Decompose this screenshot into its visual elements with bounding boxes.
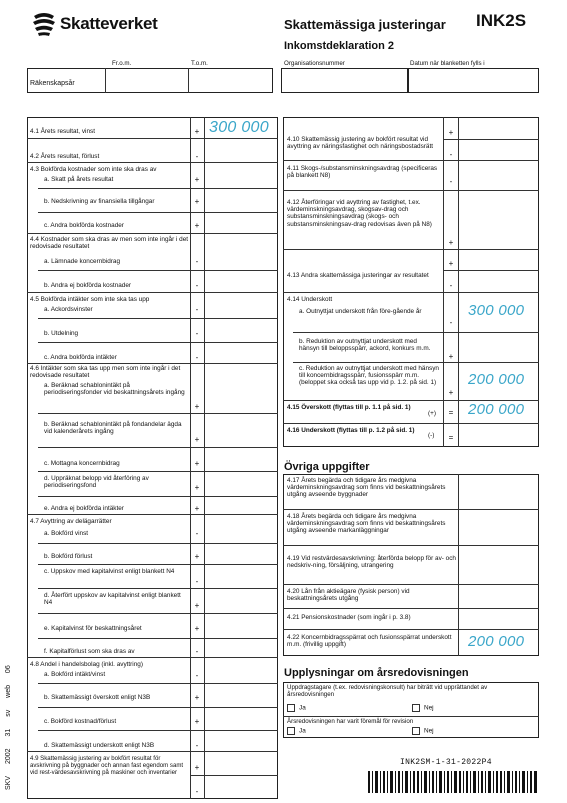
form-code: INK2S <box>476 11 527 30</box>
row-4-11-sign: - <box>449 177 453 186</box>
row-4-3a-sign: + <box>194 175 200 184</box>
row-4-13-label: 4.13 Andra skattemässiga justeringar av resultatet <box>287 272 429 279</box>
row-4-6e-sign: + <box>194 504 200 513</box>
row-4-1-sign: + <box>194 127 200 136</box>
row-4-7-label: 4.7 Avyttring av delägarrätter <box>30 518 112 525</box>
tom-label: T.o.m. <box>191 60 208 67</box>
row-4-8d-label: d. Skattemässigt underskott enligt N3B <box>44 742 155 749</box>
row-4-15-label: 4.15 Överskott (flyttas till p. 1.1 på sid. 1) <box>287 404 411 411</box>
row-4-6e-label: e. Andra ej bokförda intäkter <box>44 505 124 512</box>
row-4-4b-label: b. Andra ej bokförda kostnader <box>44 282 132 289</box>
row-4-14b-label: b. Reduktion av outnyttjat underskott med hänsyn till beloppsspärr, ackord, konkurs m.m. <box>299 338 431 353</box>
row-4-8-label: 4.8 Andel i handelsbolag (inkl. avyttring) <box>30 661 143 668</box>
tom-date-field[interactable] <box>189 69 272 92</box>
row-4-14c-value[interactable]: 200 000 <box>468 371 525 388</box>
org-number-label: Organisationsnummer <box>284 60 345 67</box>
row-4-7a-label: a. Bokförd vinst <box>44 530 89 537</box>
row-4-5b-sign: - <box>195 329 199 338</box>
row-4-8a-sign: - <box>195 671 199 680</box>
row-4-1-label: 4.1 Årets resultat, vinst <box>30 128 95 135</box>
q2-nej-option[interactable]: Nej <box>412 727 434 735</box>
row-4-10-label: 4.10 Skattemässig justering av bokfört resultat vid avyttring av näringsfastighet och näringsbostadsrätt <box>287 136 434 151</box>
org-number-field[interactable] <box>281 68 408 93</box>
row-4-5a-label: a. Ackordsvinster <box>44 306 93 313</box>
row-4-1-value[interactable]: 300 000 <box>209 119 269 136</box>
row-4-14a-value[interactable]: 300 000 <box>468 302 525 319</box>
row-4-10-sign-minus: - <box>449 150 453 159</box>
row-4-16-eq: = <box>448 433 454 442</box>
row-4-15-eq: = <box>448 408 454 417</box>
row-4-7e-sign: + <box>194 624 200 633</box>
row-4-7d-label: d. Återfört uppskov av kapitalvinst enligt blankett N4 <box>44 592 181 607</box>
q1-ja-option[interactable]: Ja <box>287 704 306 712</box>
row-4-5b-label: b. Utdelning <box>44 330 79 337</box>
row-4-14a-sign: - <box>449 318 453 327</box>
form-subtitle: Inkomstdeklaration 2 <box>284 40 395 52</box>
row-4-4b-sign: - <box>195 281 199 290</box>
row-4-5a-sign: - <box>195 305 199 314</box>
crown-logo-icon <box>30 10 58 38</box>
row-4-3-label: 4.3 Bokförda kostnader som inte ska dras av <box>30 166 157 173</box>
q2-label: Årsredovisningen har varit föremål för revision <box>287 718 414 725</box>
q2-ja-checkbox[interactable] <box>287 727 295 735</box>
row-4-7c-sign: - <box>195 577 199 586</box>
row-4-21-label: 4.21 Pensionskostnader (som ingår i p. 3.8) <box>287 614 411 621</box>
q2-nej-checkbox[interactable] <box>412 727 420 735</box>
row-4-10-sign-plus: + <box>448 128 454 137</box>
row-4-16-op: (-) <box>428 432 435 439</box>
row-4-6d-sign: + <box>194 483 200 492</box>
row-4-14-label: 4.14 Underskott <box>287 296 333 303</box>
row-4-8c-sign: + <box>194 717 200 726</box>
upplysningar-title: Upplysningar om årsredovisningen <box>284 667 469 679</box>
ovriga-uppgifter-title: Övriga uppgifter <box>284 461 370 473</box>
row-4-17-label: 4.17 Årets begärda och tidigare års medgivna värdeminskningsavdrag som finns vid beskattningsårets utgång avseende byggnader <box>287 477 446 499</box>
row-4-7e-label: e. Kapitalvinst för beskattningsåret <box>44 625 142 632</box>
row-4-14b-sign: + <box>448 352 454 361</box>
row-4-8b-label: b. Skattemässigt överskott enligt N3B <box>44 694 151 701</box>
row-4-22-label: 4.22 Koncernbidragsspärrat och fusionsspärrat underskott m.m. (frivillig uppgift) <box>287 634 452 649</box>
row-4-14a-label: a. Outnyttjat underskott från före-gående år <box>299 308 422 315</box>
row-4-19-label: 4.19 Vid restvärdesavskrivning: återförda belopp för av- och nedskriv-ning, försäljning, utrangering <box>287 555 456 570</box>
form-id-side-text: SKV 2002 31 sv web 06 <box>5 665 12 790</box>
row-4-3c-sign: + <box>194 221 200 230</box>
logo-text: Skatteverket <box>60 14 158 33</box>
row-4-6-label: 4.6 Intäkter som ska tas upp men som inte ingår i det redovisade resultatet <box>30 365 181 380</box>
row-4-7c-label: c. Uppskov med kapitalvinst enligt blankett N4 <box>44 568 175 575</box>
row-4-14c-label: c. Reduktion av outnyttjat underskott med hänsyn till koncernbidragsspärr, fusionsspärr m.m. (beloppet ska också tas upp vid p. 1.2. på sid. 1) <box>299 365 439 387</box>
row-4-9-label: 4.9 Skattemässig justering av bokfört resultat för avskrivning på byggnader och annan fast egendom samt vid rest-värdesavskrivning på maskiner och inventarier <box>30 755 184 776</box>
barcode-icon <box>368 771 538 793</box>
row-4-7d-sign: + <box>194 601 200 610</box>
row-4-2-field[interactable] <box>205 139 277 161</box>
q2-ja-option[interactable]: Ja <box>287 727 306 735</box>
row-4-3a-label: a. Skatt på årets resultat <box>44 176 114 183</box>
row-4-7b-sign: + <box>194 552 200 561</box>
row-4-6b-label: b. Beräknad schablonintäkt på fondandelar ägda vid kalenderårets ingång <box>44 421 182 436</box>
row-4-6b-sign: + <box>194 435 200 444</box>
row-4-7f-label: f. Kapitalförlust som ska dras av <box>44 648 135 655</box>
row-4-4a-label: a. Lämnade koncernbidrag <box>44 258 121 265</box>
row-4-9-sign-minus: - <box>195 787 199 796</box>
q1-ja-checkbox[interactable] <box>287 704 295 712</box>
row-4-18-label: 4.18 Årets begärda och tidigare års medgivna värdeminskningsavdrag som finns vid beskattningsårets utgång avseende markanläggningar <box>287 513 446 535</box>
row-4-8d-sign: - <box>195 741 199 750</box>
row-4-3c-label: c. Andra bokförda kostnader <box>44 222 124 229</box>
from-date-field[interactable] <box>106 69 187 92</box>
row-4-6a-sign: + <box>194 402 200 411</box>
date-field[interactable] <box>408 68 539 93</box>
row-4-13-sign-plus: + <box>448 259 454 268</box>
row-4-8b-sign: + <box>194 693 200 702</box>
row-4-13-sign-minus: - <box>449 281 453 290</box>
row-4-2-label: 4.2 Årets resultat, förlust <box>30 153 100 160</box>
q1-nej-checkbox[interactable] <box>412 704 420 712</box>
row-4-16-label: 4.16 Underskott (flyttas till p. 1.2 på sid. 1) <box>287 427 415 434</box>
row-4-12-sign: + <box>448 238 454 247</box>
row-4-6a-label: a. Beräknad schablonintäkt på periodiseringsfonder vid beskattningsårets ingång <box>44 382 185 397</box>
row-4-20-label: 4.20 Lån från aktieägare (fysisk person) vid beskattningsårets utgång <box>287 588 410 603</box>
row-4-15-op: (+) <box>428 410 436 417</box>
skatteverket-logo <box>30 10 180 38</box>
row-4-4a-sign: - <box>195 257 199 266</box>
row-4-7b-label: b. Bokförd förlust <box>44 553 93 560</box>
row-4-8a-label: a. Bokförd intäkt/vinst <box>44 671 106 678</box>
row-4-7a-sign: - <box>195 529 199 538</box>
form-title: Skattemässiga justeringar <box>284 17 446 32</box>
row-4-11-label: 4.11 Skogs-/substansminskningsavdrag (specificeras på blankett N8) <box>287 165 438 180</box>
fiscal-year-label: Räkenskapsår <box>30 80 75 87</box>
row-4-5c-sign: - <box>195 353 199 362</box>
row-4-22-value[interactable]: 200 000 <box>468 633 525 650</box>
row-4-3b-sign: + <box>194 197 200 206</box>
date-label: Datum när blanketten fylls i <box>410 60 485 67</box>
row-4-14c-sign: + <box>448 388 454 397</box>
row-4-9-sign-plus: + <box>194 763 200 772</box>
from-label: Fr.o.m. <box>112 60 132 67</box>
q1-label: Uppdragstagare (t.ex. redovisningskonsult) har biträtt vid upprättandet av årsredovisningen <box>287 684 488 698</box>
row-4-8c-label: c. Bokförd kostnad/förlust <box>44 718 117 725</box>
row-4-2-sign: - <box>195 152 199 161</box>
row-4-6c-sign: + <box>194 459 200 468</box>
row-4-7f-sign: - <box>195 647 199 656</box>
row-4-3b-label: b. Nedskrivning av finansiella tillgångar <box>44 198 155 205</box>
row-4-5c-label: c. Andra bokförda intäkter <box>44 354 117 361</box>
row-4-15-value[interactable]: 200 000 <box>468 401 525 418</box>
row-4-6d-label: d. Uppräknat belopp vid återföring av periodiseringsfond <box>44 475 149 490</box>
form-code-footer: INK2SM-1-31-2022P4 <box>400 758 492 767</box>
row-4-6c-label: c. Mottagna koncernbidrag <box>44 460 120 467</box>
row-4-12-label: 4.12 Återföringar vid avyttring av fastighet, t.ex. värdeminskningsavdrag, skogsav-drag och substansminskningsavdrag (skogs- och substansminskningsav-drag redovisas även på N8) <box>287 199 432 228</box>
row-4-4-label: 4.4 Kostnader som ska dras av men som inte ingår i det redovisade resultatet <box>30 236 189 251</box>
row-4-5-label: 4.5 Bokförda intäkter som inte ska tas upp <box>30 296 150 303</box>
q1-nej-option[interactable]: Nej <box>412 704 434 712</box>
